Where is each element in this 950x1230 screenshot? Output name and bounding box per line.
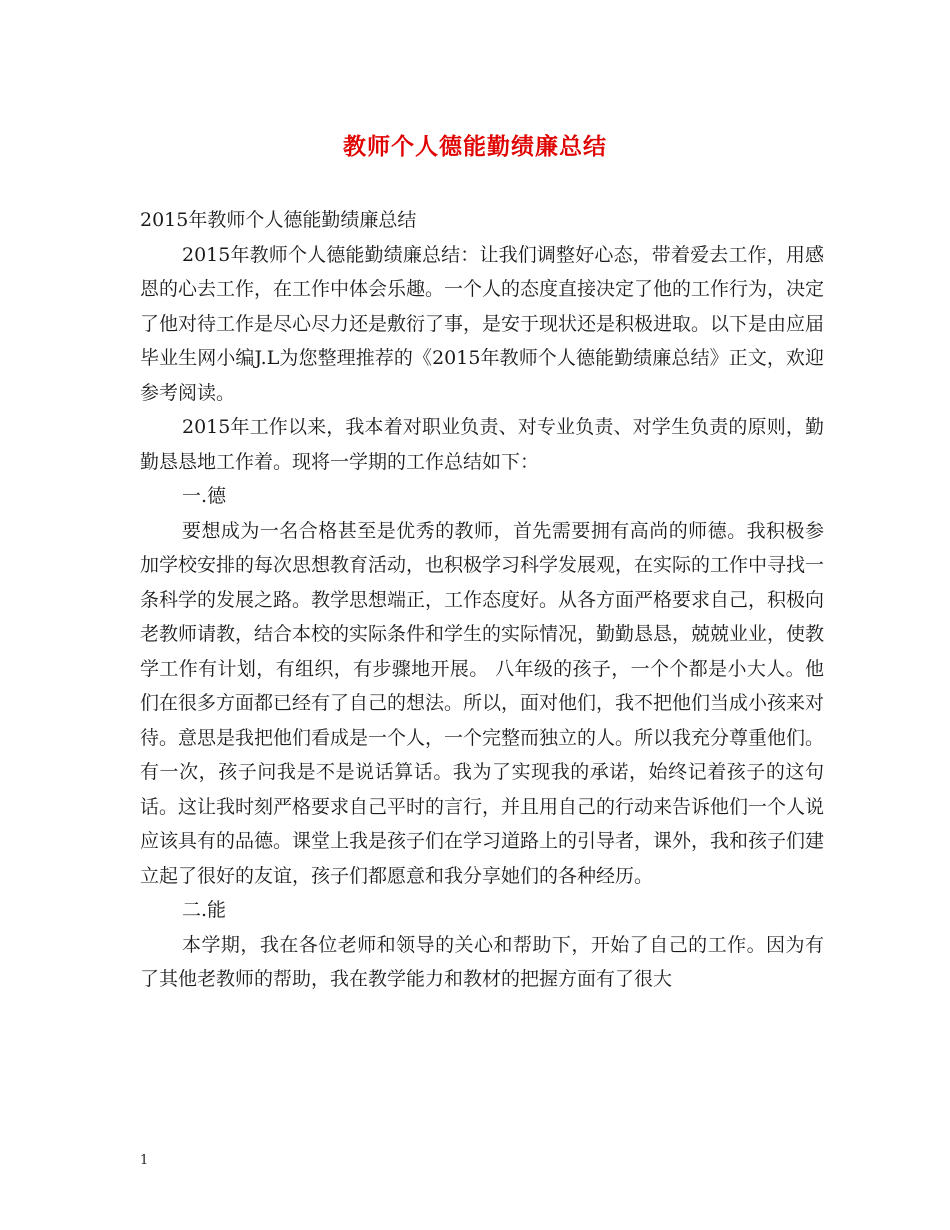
paragraph-intro: 2015年教师个人德能勤绩廉总结：让我们调整好心态，带着爱去工作，用感恩的心去工作，在工作中体会乐趣。一个人的态度直接决定了他的工作行为，决定了他对待工作是尽心尽力还是敷衍了事，是安于现状还是积极进取。以下是由应届毕业生网小编J.L为您整理推荐的《2015年教师个人德能勤绩廉总结》正文，欢迎参考阅读。 xyxy=(140,243,825,404)
document-subtitle: 2015年教师个人德能勤绩廉总结 xyxy=(140,209,417,231)
document-title: 教师个人德能勤绩廉总结 xyxy=(343,133,607,160)
paragraph-neng: 本学期，我在各位老师和领导的关心和帮助下，开始了自己的工作。因为有了其他老教师的帮助，我在教学能力和教材的把握方面有了很大 xyxy=(140,933,824,990)
page-number: 1 xyxy=(140,1153,149,1168)
section-heading-neng: 二.能 xyxy=(182,899,227,921)
section-heading-de: 一.德 xyxy=(182,485,227,507)
paragraph-overview: 2015年工作以来，我本着对职业负责、对专业负责、对学生负责的原则，勤勤恳恳地工作着。现将一学期的工作总结如下： xyxy=(140,416,824,473)
paragraph-de: 要想成为一名合格甚至是优秀的教师，首先需要拥有高尚的师德。我积极参加学校安排的每次思想教育活动，也积极学习科学发展观，在实际的工作中寻找一条科学的发展之路。教学思想端正，工作态度好。从各方面严格要求自己，积极向老教师请教，结合本校的实际条件和学生的实际情况，勤勤恳恳，兢兢业业，使教学工作有计划，有组织，有步骤地开展。 八年级的孩子，一个个都是小大人。他们在很多方面都已经有了自己的想法。所以，面对他们，我不把他们当成小孩来对待。意思是我把他们看成是一个人，一个完整而独立的人。所以我充分尊重他们。有一次，孩子问我是不是说话算话。我为了实现我的承诺，始终记着孩子的这句话。这让我时刻严格要求自己平时的言行，并且用自己的行动来告诉他们一个人说应该具有的品德。课堂上我是孩子们在学习道路上的引导者，课外，我和孩子们建立起了很好的友谊，孩子们都愿意和我分享她们的各种经历。 xyxy=(140,519,825,887)
document-body xyxy=(140,203,824,997)
